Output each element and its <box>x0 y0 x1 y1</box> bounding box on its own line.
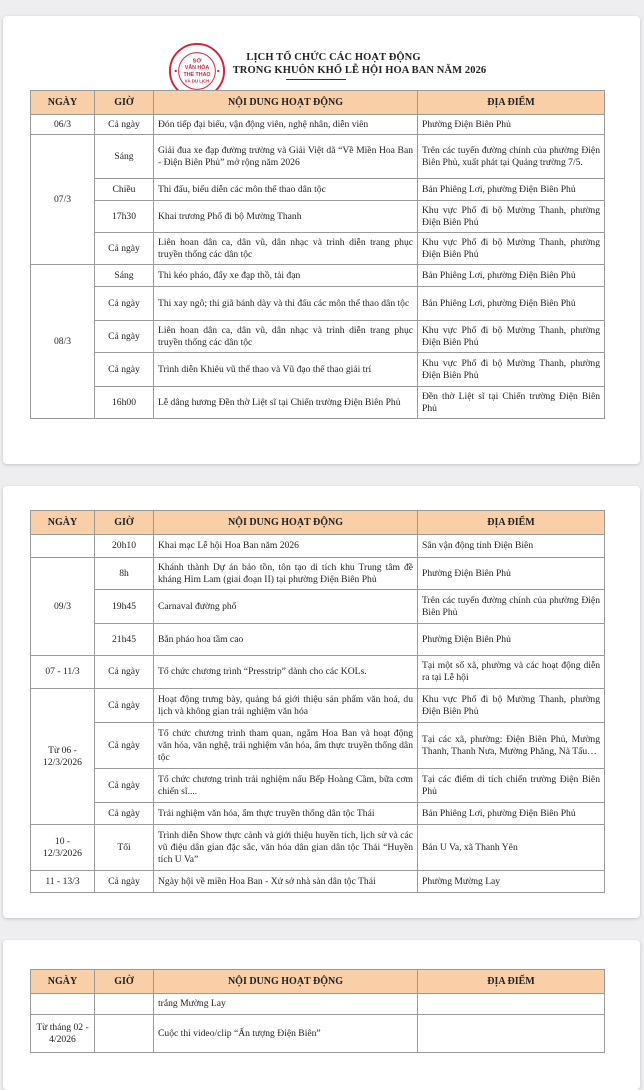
row-location <box>418 1015 605 1053</box>
column-header-time: GIỜ <box>95 511 154 535</box>
row-activity: Cuộc thi video/clip “Ấn tượng Điện Biên” <box>154 1015 418 1053</box>
row-activity: Đón tiếp đại biểu, vận động viên, nghệ nhân, diễn viên <box>154 115 418 135</box>
schedule-table-page-1 <box>30 90 605 419</box>
table-row <box>31 590 605 624</box>
row-time: Cả ngày <box>95 353 154 387</box>
row-time: Cả ngày <box>95 723 154 769</box>
row-date <box>31 994 95 1015</box>
row-location: Phường Mường Lay <box>418 871 605 893</box>
row-location: Tại một số xã, phường và các hoạt động diễn ra tại Lễ hội <box>418 656 605 689</box>
table-row <box>31 135 605 179</box>
column-header-location: ĐỊA ĐIỂM <box>418 511 605 535</box>
row-location: Bản Phiêng Lơi, phường Điện Biên Phủ <box>418 179 605 201</box>
table-header-row <box>31 91 605 115</box>
row-activity: Ngày hội về miền Hoa Ban - Xứ sở nhà sàn dân tộc Thái <box>154 871 418 893</box>
row-location: Bản Phiêng Lơi, phường Điện Biên Phủ <box>418 803 605 825</box>
row-activity: Thi xay ngô; thi giã bánh dày và thi đấu các môn thể thao dân tộc <box>154 287 418 321</box>
row-time: 21h45 <box>95 624 154 656</box>
row-activity: Liên hoan dân ca, dân vũ, dân nhạc và trình diễn trang phục truyền thống các dân tộc <box>154 233 418 265</box>
row-location: Bản U Va, xã Thanh Yên <box>418 825 605 871</box>
column-header-time: GIỜ <box>95 970 154 994</box>
row-activity: Trình diễn Show thực cảnh và giới thiệu huyền tích, lịch sử và các vũ điệu dân gian đặc sắc, văn hóa dân gian dân tộc Thái “Huyền tích U Va” <box>154 825 418 871</box>
row-date: Từ tháng 02 - 4/2026 <box>31 1015 95 1053</box>
row-location: Trên các tuyến đường chính của phường Điện Biên Phủ <box>418 590 605 624</box>
row-location: Khu vực Phố đi bộ Mường Thanh, phường Điện Biên Phủ <box>418 353 605 387</box>
table-row <box>31 689 605 723</box>
row-activity: Bắn pháo hoa tầm cao <box>154 624 418 656</box>
document-page-2 <box>3 486 640 918</box>
row-location: Đền thờ Liệt sĩ tại Chiến trường Điện Biên Phủ <box>418 387 605 419</box>
row-location: Khu vực Phố đi bộ Mường Thanh, phường Điện Biên Phủ <box>418 321 605 353</box>
svg-text:VĂN HÓA: VĂN HÓA <box>184 65 210 72</box>
row-activity: Hoạt động trưng bày, quảng bá giới thiệu sản phẩm văn hoá, du lịch và không gian trải nghiệm văn hóa <box>154 689 418 723</box>
row-time: Cả ngày <box>95 769 154 803</box>
row-date <box>31 535 95 558</box>
row-time: Cả ngày <box>95 233 154 265</box>
row-location: Bản Phiêng Lơi, phường Điện Biên Phủ <box>418 265 605 287</box>
column-header-location: ĐỊA ĐIỂM <box>418 91 605 115</box>
table-row <box>31 535 605 558</box>
row-activity: Khánh thành Dự án bảo tồn, tôn tạo di tích khu Trung tâm đề kháng Him Lam (giai đoạn II) tại phường Điện Biên Phủ <box>154 558 418 590</box>
row-location: Khu vực Phố đi bộ Mường Thanh, phường Điện Biên Phủ <box>418 233 605 265</box>
table-row <box>31 723 605 769</box>
table-row <box>31 233 605 265</box>
row-activity: Trình diễn Khiêu vũ thể thao và Vũ đạo thể thao giải trí <box>154 353 418 387</box>
row-date: 11 - 13/3 <box>31 871 95 893</box>
row-location <box>418 994 605 1015</box>
table-row <box>31 994 605 1015</box>
row-time: 19h45 <box>95 590 154 624</box>
document-title-line-2: TRONG KHUÔN KHỔ LỄ HỘI HOA BAN NĂM 2026 <box>232 65 487 76</box>
row-time: Cả ngày <box>95 115 154 135</box>
svg-text:SỞ: SỞ <box>192 58 202 65</box>
title-underline <box>286 79 346 80</box>
row-location: Phường Điện Biên Phủ <box>418 624 605 656</box>
row-date: Từ 06 - 12/3/2026 <box>31 689 95 825</box>
column-header-location: ĐỊA ĐIỂM <box>418 970 605 994</box>
table-row <box>31 201 605 233</box>
row-time: Tối <box>95 825 154 871</box>
row-activity: Tổ chức chương trình tham quan, ngắm Hoa Ban và hoạt động văn hóa, văn nghệ, trải nghiệm văn hóa, ẩm thực truyền thống dân tộc <box>154 723 418 769</box>
row-location: Trên các tuyến đường chính của phường Điện Biên Phủ, xuất phát tại Quảng trường 7/5. <box>418 135 605 179</box>
row-date: 07/3 <box>31 135 95 265</box>
svg-text:VÀ DU LỊCH: VÀ DU LỊCH <box>184 78 210 84</box>
table-row <box>31 803 605 825</box>
row-location: Khu vực Phố đi bộ Mường Thanh, phường Điện Biên Phủ <box>418 201 605 233</box>
row-time: Cả ngày <box>95 871 154 893</box>
schedule-table-page-2 <box>30 510 605 893</box>
document-page-1 <box>3 16 640 464</box>
column-header-date: NGÀY <box>31 970 95 994</box>
table-row <box>31 871 605 893</box>
row-activity: Thi kéo pháo, đẩy xe đạp thồ, tải đạn <box>154 265 418 287</box>
row-location: Phường Điện Biên Phủ <box>418 558 605 590</box>
row-location: Khu vực Phố đi bộ Mường Thanh, phường Điện Biên Phủ <box>418 689 605 723</box>
row-time: Cả ngày <box>95 287 154 321</box>
table-row <box>31 387 605 419</box>
table-row <box>31 321 605 353</box>
column-header-activity: NỘI DUNG HOẠT ĐỘNG <box>154 970 418 994</box>
table-row <box>31 1015 605 1053</box>
table-row <box>31 558 605 590</box>
row-date: 06/3 <box>31 115 95 135</box>
table-row <box>31 115 605 135</box>
row-time: Chiều <box>95 179 154 201</box>
row-time: Sáng <box>95 265 154 287</box>
column-header-date: NGÀY <box>31 91 95 115</box>
row-date: 10 - 12/3/2026 <box>31 825 95 871</box>
row-date: 08/3 <box>31 265 95 419</box>
row-activity: Tổ chức chương trình trải nghiệm nấu Bếp Hoàng Cầm, bữa cơm chiến sĩ.... <box>154 769 418 803</box>
table-row <box>31 656 605 689</box>
row-time: Sáng <box>95 135 154 179</box>
table-row <box>31 769 605 803</box>
svg-text:THỂ THAO: THỂ THAO <box>183 71 211 78</box>
row-time: Cả ngày <box>95 321 154 353</box>
table-row <box>31 624 605 656</box>
row-activity: Liên hoan dân ca, dân vũ, dân nhạc và trình diễn trang phục truyền thống các dân tộc <box>154 321 418 353</box>
table-row <box>31 265 605 287</box>
row-time: 17h30 <box>95 201 154 233</box>
document-title-line-1: LỊCH TỔ CHỨC CÁC HOẠT ĐỘNG <box>246 52 421 63</box>
column-header-activity: NỘI DUNG HOẠT ĐỘNG <box>154 91 418 115</box>
row-time: Cả ngày <box>95 689 154 723</box>
row-activity: trắng Mường Lay <box>154 994 418 1015</box>
row-activity: Lễ dâng hương Đền thờ Liệt sĩ tại Chiến trường Điện Biên Phủ <box>154 387 418 419</box>
row-time <box>95 994 154 1015</box>
table-header-row <box>31 970 605 994</box>
row-activity: Carnaval đường phố <box>154 590 418 624</box>
row-activity: Khai mạc Lễ hội Hoa Ban năm 2026 <box>154 535 418 558</box>
row-activity: Thi đấu, biểu diễn các môn thể thao dân tộc <box>154 179 418 201</box>
column-header-date: NGÀY <box>31 511 95 535</box>
row-activity: Khai trương Phố đi bộ Mường Thanh <box>154 201 418 233</box>
row-activity: Tổ chức chương trình “Presstrip” dành cho các KOLs. <box>154 656 418 689</box>
table-header-row <box>31 511 605 535</box>
row-activity: Trải nghiệm văn hóa, ẩm thực truyền thống dân tộc Thái <box>154 803 418 825</box>
column-header-activity: NỘI DUNG HOẠT ĐỘNG <box>154 511 418 535</box>
row-time <box>95 1015 154 1053</box>
row-location: Tại các điểm di tích chiến trường Điện Biên Phủ <box>418 769 605 803</box>
row-activity: Giải đua xe đạp đường trường và Giải Việt dã “Về Miền Hoa Ban - Điện Biên Phủ” mở rộng năm 2026 <box>154 135 418 179</box>
row-location: Bản Phiêng Lơi, phường Điện Biên Phủ <box>418 287 605 321</box>
table-row <box>31 825 605 871</box>
row-location: Sân vận động tỉnh Điện Biên <box>418 535 605 558</box>
row-time: Cả ngày <box>95 803 154 825</box>
row-date: 07 - 11/3 <box>31 656 95 689</box>
row-time: Cả ngày <box>95 656 154 689</box>
row-location: Tại các xã, phường: Điện Biên Phủ, Mường Thanh, Thanh Nưa, Mường Phăng, Nà Tấu… <box>418 723 605 769</box>
table-row <box>31 287 605 321</box>
row-date: 09/3 <box>31 558 95 656</box>
table-row <box>31 179 605 201</box>
document-page-3 <box>3 940 640 1090</box>
schedule-table-page-3 <box>30 969 605 1053</box>
row-time: 20h10 <box>95 535 154 558</box>
table-row <box>31 353 605 387</box>
row-time: 16h00 <box>95 387 154 419</box>
column-header-time: GIỜ <box>95 91 154 115</box>
row-location: Phường Điện Biên Phủ <box>418 115 605 135</box>
row-time: 8h <box>95 558 154 590</box>
